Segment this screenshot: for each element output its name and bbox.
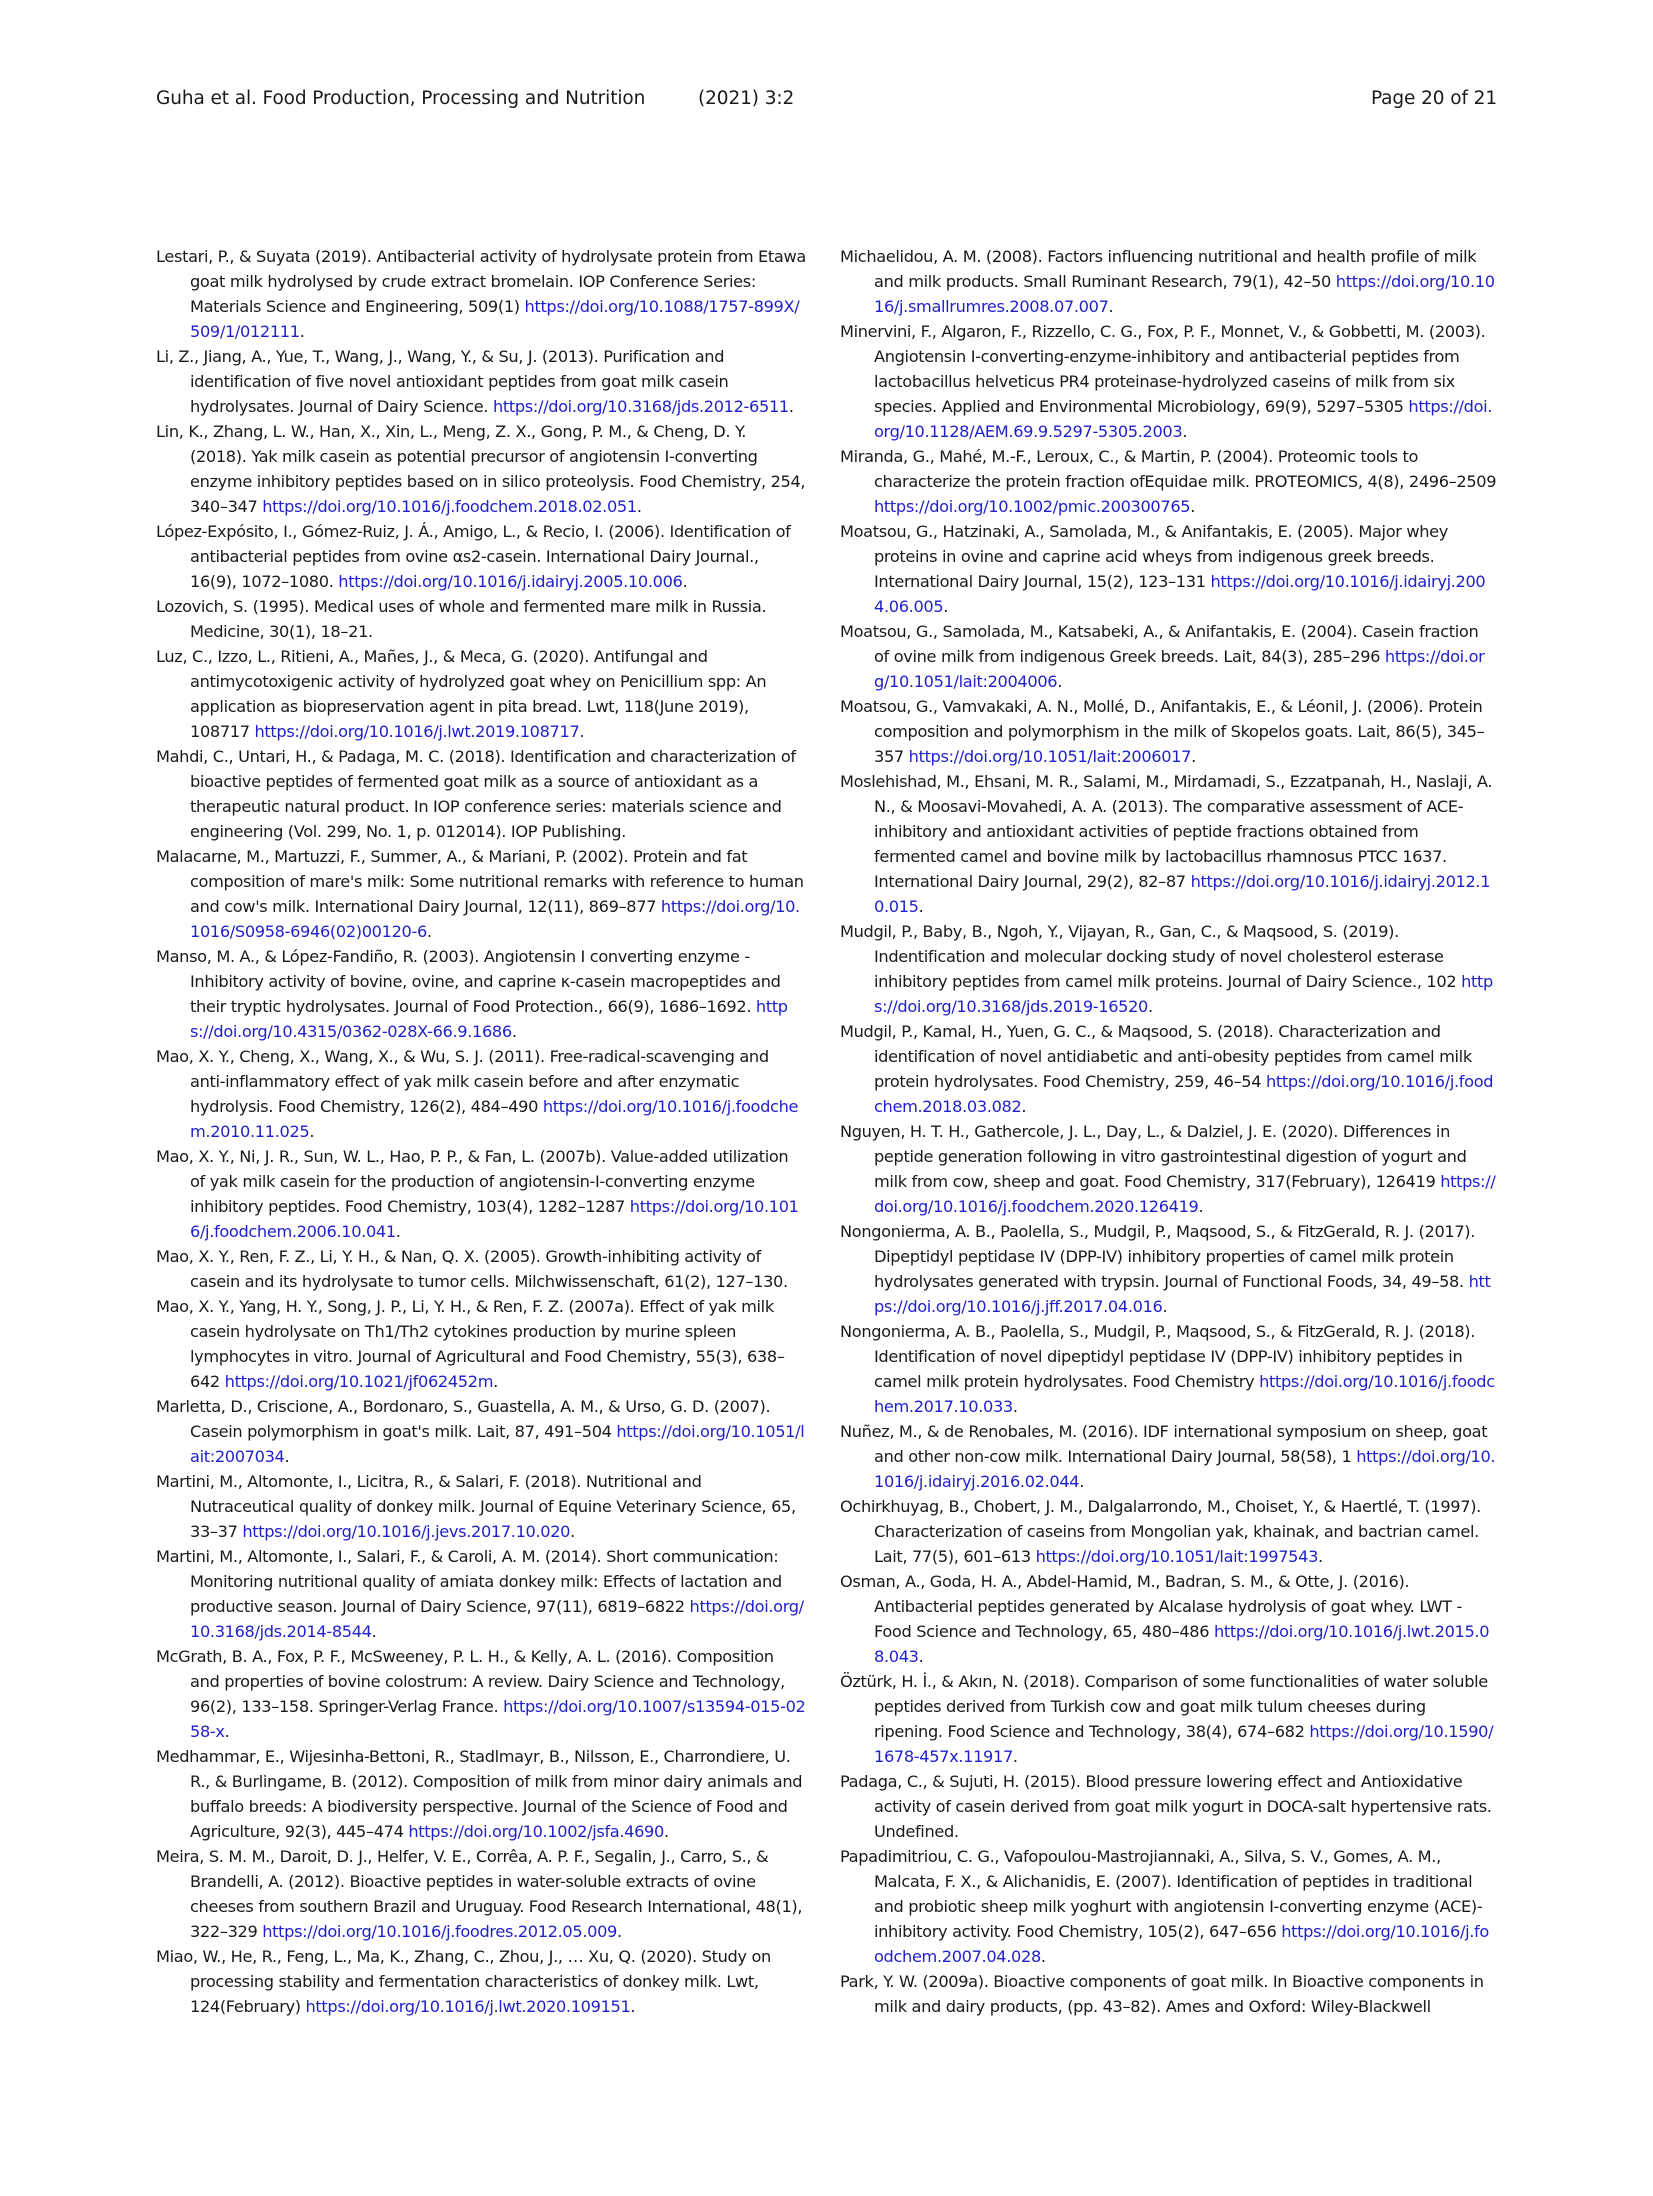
reference-end-punct: . xyxy=(1079,1472,1085,1491)
reference-entry xyxy=(840,1494,1498,1569)
reference-end-punct: . xyxy=(1040,1947,1046,1966)
reference-text: Luz, C., Izzo, L., Ritieni, A., Mañes, J., & Meca, G. (2020). Antifungal and antimycotoxigenic activity of hydrolyzed goat whey on Penicillium spp: An application as biopreservation agent in pita bread. Lwt, 118(June 2019), 108717 xyxy=(156,647,767,741)
reference-end-punct: . xyxy=(426,922,432,941)
reference-text: Osman, A., Goda, H. A., Abdel-Hamid, M., Badran, S. M., & Otte, J. (2016). Antibacterial peptides generated by Alcalase hydrolysis of goat whey. LWT - Food Science and Technology, 65, 480–486 xyxy=(840,1572,1462,1641)
reference-text: Ochirkhuyag, B., Chobert, J. M., Dalgalarrondo, M., Choiset, Y., & Haertlé, T. (1997). Characterization of caseins from Mongolian yak, khainak, and bactrian camel. Lait, 77(5), 601–613 xyxy=(840,1497,1481,1566)
reference-end-punct: . xyxy=(284,1447,290,1466)
doi-link[interactable]: https://doi.org/10.3168/jds.2019-16520 xyxy=(874,972,1493,1016)
doi-link[interactable]: https://doi.org/10.1016/j.foodchem.2017.10.033 xyxy=(874,1372,1495,1416)
doi-link[interactable]: https://doi.org/10.1016/j.lwt.2015.08.043 xyxy=(874,1622,1490,1666)
doi-link[interactable]: https://doi.org/10.1016/j.foodres.2012.05.009 xyxy=(262,1922,617,1941)
doi-link[interactable]: https://doi.org/10.1016/j.idairyj.2012.10.015 xyxy=(874,872,1491,916)
doi-link[interactable]: https://doi.org/10.1016/S0958-6946(02)00120-6 xyxy=(190,897,800,941)
doi-link[interactable]: https://doi.org/10.1016/j.idairyj.2016.02.044 xyxy=(874,1447,1496,1491)
reference-text: Miao, W., He, R., Feng, L., Ma, K., Zhang, C., Zhou, J., … Xu, Q. (2020). Study on processing stability and fermentation characteristics of donkey milk. Lwt, 124(February) xyxy=(156,1947,771,2016)
doi-link[interactable]: https://doi.org/10.1016/j.foodchem.2020.126419 xyxy=(874,1172,1496,1216)
reference-entry xyxy=(840,1669,1498,1769)
doi-link[interactable]: https://doi.org/10.1590/1678-457x.11917 xyxy=(874,1722,1494,1766)
reference-end-punct: . xyxy=(663,1822,669,1841)
reference-text: Nongonierma, A. B., Paolella, S., Mudgil, P., Maqsood, S., & FitzGerald, R. J. (2018). Identification of novel dipeptidyl peptidase IV (DPP-IV) inhibitory peptides in camel milk protein hydrolysates. Food Chemistry xyxy=(840,1322,1476,1391)
reference-text: Nguyen, H. T. H., Gathercole, J. L., Day, L., & Dalziel, J. E. (2020). Differences in peptide generation following in vitro gastrointestinal digestion of yogurt and milk from cow, sheep and goat. Food Chemistry, 317(February), 126419 xyxy=(840,1122,1467,1191)
reference-entry xyxy=(156,1294,806,1394)
reference-end-punct: . xyxy=(1198,1197,1204,1216)
reference-entry xyxy=(156,244,806,344)
doi-link[interactable]: https://doi.org/10.1051/lait:1997543 xyxy=(1035,1547,1319,1566)
reference-text: Lozovich, S. (1995). Medical uses of whole and fermented mare milk in Russia. Medicine, 30(1), 18–21. xyxy=(156,597,767,641)
reference-entry xyxy=(156,644,806,744)
reference-entry xyxy=(840,319,1498,444)
reference-text: Nongonierma, A. B., Paolella, S., Mudgil, P., Maqsood, S., & FitzGerald, R. J. (2017). Dipeptidyl peptidase IV (DPP-IV) inhibitory properties of camel milk protein hydrolysates generated with trypsin. Journal of Functional Foods, 34, 49–58. xyxy=(840,1222,1476,1291)
doi-link[interactable]: https://doi.org/10.1088/1757-899X/509/1/012111 xyxy=(190,297,800,341)
reference-end-punct: . xyxy=(1191,747,1196,766)
reference-end-punct: . xyxy=(493,1372,498,1391)
reference-entry xyxy=(156,519,806,594)
reference-end-punct: . xyxy=(299,322,305,341)
doi-link[interactable]: https://doi.org/10.1051/lait:2004006 xyxy=(874,647,1485,691)
reference-text: Marletta, D., Criscione, A., Bordonaro, S., Guastella, A. M., & Urso, G. D. (2007). Casein polymorphism in goat's milk. Lait, 87, 491–504 xyxy=(156,1397,771,1441)
reference-end-punct: . xyxy=(943,597,949,616)
doi-link[interactable]: https://doi.org/10.1051/lait:2006017 xyxy=(908,747,1192,766)
reference-entry xyxy=(156,1544,806,1644)
page-number: Page 20 of 21 xyxy=(1370,88,1497,109)
reference-end-punct: . xyxy=(395,1222,401,1241)
doi-link[interactable]: https://doi.org/10.1016/j.foodchem.2007.04.028 xyxy=(874,1922,1489,1966)
reference-entry xyxy=(156,1244,806,1294)
reference-entry xyxy=(840,1319,1498,1419)
reference-entry xyxy=(840,519,1498,619)
reference-end-punct: . xyxy=(224,1722,230,1741)
reference-end-punct: . xyxy=(570,1522,575,1541)
reference-entry xyxy=(840,1844,1498,1969)
reference-entry xyxy=(156,1394,806,1469)
reference-entry xyxy=(840,1119,1498,1219)
reference-entry xyxy=(840,1769,1498,1844)
reference-text: Martini, M., Altomonte, I., Salari, F., & Caroli, A. M. (2014). Short communication: Monitoring nutritional quality of amiata donkey milk: Effects of lactation and productive season. Journal of Dairy Science, 97(11), 6819–6822 xyxy=(156,1547,782,1616)
reference-entry xyxy=(156,344,806,419)
doi-link[interactable]: https://doi.org/10.1016/j.lwt.2019.108717 xyxy=(254,722,580,741)
reference-end-punct: . xyxy=(309,1122,315,1141)
reference-text: Minervini, F., Algaron, F., Rizzello, C. G., Fox, P. F., Monnet, V., & Gobbetti, M. (2003). Angiotensin I-converting-enzyme-inhibitory and antibacterial peptides from lactobacillus helveticus PR4 proteinase-hydrolyzed caseins of milk from six species. Applied and Environmental Microbiology, 69(9), 5297–5305 xyxy=(840,322,1486,416)
doi-link[interactable]: https://doi.org/10.1002/pmic.200300765 xyxy=(874,497,1191,516)
reference-text: Miranda, G., Mahé, M.-F., Leroux, C., & Martin, P. (2004). Proteomic tools to characterize the protein fraction ofEquidae milk. PROTEOMICS, 4(8), 2496–2509 xyxy=(840,447,1497,491)
reference-end-punct: . xyxy=(788,397,794,416)
reference-end-punct: . xyxy=(1190,497,1196,516)
reference-entry xyxy=(156,1844,806,1944)
reference-text: Lestari, P., & Suyata (2019). Antibacterial activity of hydrolysate protein from Etawa goat milk hydrolysed by crude extract bromelain. IOP Conference Series: Materials Science and Engineering, 509(1) xyxy=(156,247,806,316)
reference-end-punct: . xyxy=(1012,1747,1018,1766)
reference-text: Moslehishad, M., Ehsani, M. R., Salami, M., Mirdamadi, S., Ezzatpanah, H., Naslaji, A. N., & Moosavi-Movahedi, A. A. (2013). The comparative assessment of ACE-inhibitory and antioxidant activities of peptide fractions obtained from fermented camel and bovine milk by lactobacillus rhamnosus PTCC 1637. International Dairy Journal, 29(2), 82–87 xyxy=(840,772,1493,891)
reference-text: Lin, K., Zhang, L. W., Han, X., Xin, L., Meng, Z. X., Gong, P. M., & Cheng, D. Y. (2018). Yak milk casein as potential precursor of angiotensin I-converting enzyme inhibitory peptides based on in silico proteolysis. Food Chemistry, 254, 340–347 xyxy=(156,422,806,516)
doi-link[interactable]: https://doi.org/10.1016/j.foodchem.2010.11.025 xyxy=(190,1097,799,1141)
reference-entry xyxy=(840,444,1498,519)
reference-entry xyxy=(156,844,806,944)
doi-link[interactable]: https://doi.org/10.1016/j.lwt.2020.109151 xyxy=(305,1997,631,2016)
reference-entry xyxy=(156,594,806,644)
volume-issue: (2021) 3:2 xyxy=(698,88,795,109)
reference-end-punct: . xyxy=(371,1622,377,1641)
doi-link[interactable]: https://doi.org/10.1002/jsfa.4690 xyxy=(408,1822,664,1841)
doi-link[interactable]: https://doi.org/10.4315/0362-028X-66.9.1686 xyxy=(190,997,788,1041)
doi-link[interactable]: https://doi.org/10.1016/j.foodchem.2018.02.051 xyxy=(262,497,637,516)
reference-end-punct: . xyxy=(918,897,924,916)
reference-entry xyxy=(840,1969,1498,2019)
reference-text: Mao, X. Y., Cheng, X., Wang, X., & Wu, S. J. (2011). Free-radical-scavenging and anti-inflammatory effect of yak milk casein before and after enzymatic hydrolysis. Food Chemistry, 126(2), 484–490 xyxy=(156,1047,769,1116)
reference-entry xyxy=(156,744,806,844)
reference-entry xyxy=(840,919,1498,1019)
doi-link[interactable]: https://doi.org/10.1016/j.foodchem.2018.03.082 xyxy=(874,1072,1494,1116)
reference-entry xyxy=(840,244,1498,319)
reference-end-punct: . xyxy=(616,1922,622,1941)
reference-entry xyxy=(840,619,1498,694)
reference-end-punct: . xyxy=(1057,672,1063,691)
reference-end-punct: . xyxy=(1108,297,1114,316)
reference-end-punct: . xyxy=(579,722,585,741)
doi-link[interactable]: https://doi.org/10.3168/jds.2014-8544 xyxy=(190,1597,804,1641)
references-right-column xyxy=(840,244,1498,2019)
reference-text: Meira, S. M. M., Daroit, D. J., Helfer, V. E., Corrêa, A. P. F., Segalin, J., Carro, S., & Brandelli, A. (2012). Bioactive peptides in water-soluble extracts of ovine cheeses from southern Brazil and Uruguay. Food Research International, 48(1), 322–329 xyxy=(156,1847,803,1941)
reference-end-punct: . xyxy=(1182,422,1188,441)
reference-text: Mudgil, P., Kamal, H., Yuen, G. C., & Maqsood, S. (2018). Characterization and identification of novel antidiabetic and anti-obesity peptides from camel milk protein hydrolysates. Food Chemistry, 259, 46–54 xyxy=(840,1022,1472,1091)
reference-entry xyxy=(156,1144,806,1244)
reference-entry xyxy=(156,1744,806,1844)
doi-link[interactable]: https://doi.org/10.1016/j.jevs.2017.10.020 xyxy=(242,1522,571,1541)
doi-link[interactable]: https://doi.org/10.1016/j.idairyj.2005.10.006 xyxy=(338,572,683,591)
reference-text: McGrath, B. A., Fox, P. F., McSweeney, P. L. H., & Kelly, A. L. (2016). Composition and properties of bovine colostrum: A review. Dairy Science and Technology, 96(2), 133–158. Springer-Verlag France. xyxy=(156,1647,785,1716)
doi-link[interactable]: https://doi.org/10.1021/jf062452m xyxy=(224,1372,494,1391)
doi-link[interactable]: https://doi.org/10.1016/j.smallrumres.2008.07.007 xyxy=(874,272,1495,316)
reference-text: Mudgil, P., Baby, B., Ngoh, Y., Vijayan, R., Gan, C., & Maqsood, S. (2019). Indentification and molecular docking study of novel cholesterol esterase inhibitory peptides from camel milk proteins. Journal of Dairy Science., 102 xyxy=(840,922,1462,991)
reference-text: Park, Y. W. (2009a). Bioactive components of goat milk. In Bioactive components in milk and dairy products, (pp. 43–82). Ames and Oxford: Wiley-Blackwell xyxy=(840,1972,1484,2016)
reference-end-punct: . xyxy=(1148,997,1153,1016)
reference-text: Nuñez, M., & de Renobales, M. (2016). IDF international symposium on sheep, goat and other non-cow milk. International Dairy Journal, 58(58), 1 xyxy=(840,1422,1488,1466)
reference-entry xyxy=(156,1944,806,2019)
reference-end-punct: . xyxy=(1021,1097,1027,1116)
reference-text: Moatsou, G., Hatzinaki, A., Samolada, M., & Anifantakis, E. (2005). Major whey proteins in ovine and caprine acid wheys from indigenous greek breeds. International Dairy Journal, 15(2), 123–131 xyxy=(840,522,1448,591)
reference-entry xyxy=(840,1419,1498,1494)
reference-text: Li, Z., Jiang, A., Yue, T., Wang, J., Wang, Y., & Su, J. (2013). Purification and identification of five novel antioxidant peptides from goat milk casein hydrolysates. Journal of Dairy Science. xyxy=(156,347,729,416)
reference-end-punct: . xyxy=(918,1647,924,1666)
reference-text: Michaelidou, A. M. (2008). Factors influencing nutritional and health profile of milk and milk products. Small Ruminant Research, 79(1), 42–50 xyxy=(840,247,1477,291)
reference-text: Moatsou, G., Samolada, M., Katsabeki, A., & Anifantakis, E. (2004). Casein fraction of ovine milk from indigenous Greek breeds. Lait, 84(3), 285–296 xyxy=(840,622,1479,666)
doi-link[interactable]: https://doi.org/10.3168/jds.2012-6511 xyxy=(492,397,789,416)
reference-end-punct: . xyxy=(630,1997,636,2016)
reference-end-punct: . xyxy=(636,497,642,516)
reference-text: López-Expósito, I., Gómez-Ruiz, J. Á., Amigo, L., & Recio, I. (2006). Identification of antibacterial peptides from ovine αs2-casein. International Dairy Journal., 16(9), 1072–1080. xyxy=(156,522,791,591)
reference-entry xyxy=(840,769,1498,919)
reference-entry xyxy=(156,1044,806,1144)
doi-link[interactable]: https://doi.org/10.1051/lait:2007034 xyxy=(190,1422,805,1466)
reference-entry xyxy=(840,1569,1498,1669)
page-header xyxy=(156,88,1497,112)
reference-text: Manso, M. A., & López-Fandiño, R. (2003). Angiotensin I converting enzyme - Inhibitory activity of bovine, ovine, and caprine κ-casein macropeptides and their tryptic hydrolysates. Journal of Food Protection., 66(9), 1686–1692. xyxy=(156,947,781,1016)
reference-end-punct: . xyxy=(1162,1297,1168,1316)
reference-text: Medhammar, E., Wijesinha-Bettoni, R., Stadlmayr, B., Nilsson, E., Charrondiere, U. R., & Burlingame, B. (2012). Composition of milk from minor dairy animals and buffalo breeds: A biodiversity perspective. Journal of the Science of Food and Agriculture, 92(3), 445–474 xyxy=(156,1747,803,1841)
doi-link[interactable]: https://doi.org/10.1016/j.jff.2017.04.016 xyxy=(874,1272,1491,1316)
journal-citation: Guha et al. Food Production, Processing and Nutrition xyxy=(156,88,646,109)
reference-text: Malacarne, M., Martuzzi, F., Summer, A., & Mariani, P. (2002). Protein and fat composition of mare's milk: Some nutritional remarks with reference to human and cow's milk. International Dairy Journal, 12(11), 869–877 xyxy=(156,847,804,916)
reference-entry xyxy=(156,1469,806,1544)
reference-entry xyxy=(156,1644,806,1744)
doi-link[interactable]: https://doi.org/10.1007/s13594-015-0258-x xyxy=(190,1697,806,1741)
reference-end-punct: . xyxy=(1318,1547,1323,1566)
reference-text: Moatsou, G., Vamvakaki, A. N., Mollé, D., Anifantakis, E., & Léonil, J. (2006). Protein composition and polymorphism in the milk of Skopelos goats. Lait, 86(5), 345–357 xyxy=(840,697,1485,766)
reference-text: Papadimitriou, C. G., Vafopoulou-Mastrojiannaki, A., Silva, S. V., Gomes, A. M., Malcata, F. X., & Alichanidis, E. (2007). Identification of peptides in traditional and probiotic sheep milk yoghurt with angiotensin I-converting enzyme (ACE)-inhibitory activity. Food Chemistry, 105(2), 647–656 xyxy=(840,1847,1483,1941)
reference-entry xyxy=(840,1019,1498,1119)
reference-text: Mao, X. Y., Ren, F. Z., Li, Y. H., & Nan, Q. X. (2005). Growth-inhibiting activity of casein and its hydrolysate to tumor cells. Milchwissenschaft, 61(2), 127–130. xyxy=(156,1247,788,1291)
reference-entry xyxy=(156,419,806,519)
reference-text: Mao, X. Y., Yang, H. Y., Song, J. P., Li, Y. H., & Ren, F. Z. (2007a). Effect of yak milk casein hydrolysate on Th1/Th2 cytokines production by murine spleen lymphocytes in vitro. Journal of Agricultural and Food Chemistry, 55(3), 638–642 xyxy=(156,1297,785,1391)
reference-text: Öztürk, H. İ., & Akın, N. (2018). Comparison of some functionalities of water soluble peptides derived from Turkish cow and goat milk tulum cheeses during ripening. Food Science and Technology, 38(4), 674–682 xyxy=(840,1672,1488,1741)
doi-link[interactable]: https://doi.org/10.1128/AEM.69.9.5297-5305.2003 xyxy=(874,397,1493,441)
reference-end-punct: . xyxy=(682,572,688,591)
doi-link[interactable]: https://doi.org/10.1016/j.idairyj.2004.06.005 xyxy=(874,572,1486,616)
reference-text: Mahdi, C., Untari, H., & Padaga, M. C. (2018). Identification and characterization of bioactive peptides of fermented goat milk as a source of antioxidant as a therapeutic natural product. In IOP conference series: materials science and engineering (Vol. 299, No. 1, p. 012014). IOP Publishing. xyxy=(156,747,796,841)
reference-entry xyxy=(840,1219,1498,1319)
reference-end-punct: . xyxy=(1012,1397,1018,1416)
doi-link[interactable]: https://doi.org/10.1016/j.foodchem.2006.10.041 xyxy=(190,1197,799,1241)
reference-text: Martini, M., Altomonte, I., Licitra, R., & Salari, F. (2018). Nutritional and Nutraceutical quality of donkey milk. Journal of Equine Veterinary Science, 65, 33–37 xyxy=(156,1472,796,1541)
references-left-column xyxy=(156,244,806,2019)
reference-text: Mao, X. Y., Ni, J. R., Sun, W. L., Hao, P. P., & Fan, L. (2007b). Value-added utilization of yak milk casein for the production of angiotensin-I-converting enzyme inhibitory peptides. Food Chemistry, 103(4), 1282–1287 xyxy=(156,1147,789,1216)
reference-entry xyxy=(156,944,806,1044)
reference-entry xyxy=(840,694,1498,769)
reference-end-punct: . xyxy=(511,1022,517,1041)
reference-text: Padaga, C., & Sujuti, H. (2015). Blood pressure lowering effect and Antioxidative activity of casein derived from goat milk yogurt in DOCA-salt hypertensive rats. Undefined. xyxy=(840,1772,1492,1841)
